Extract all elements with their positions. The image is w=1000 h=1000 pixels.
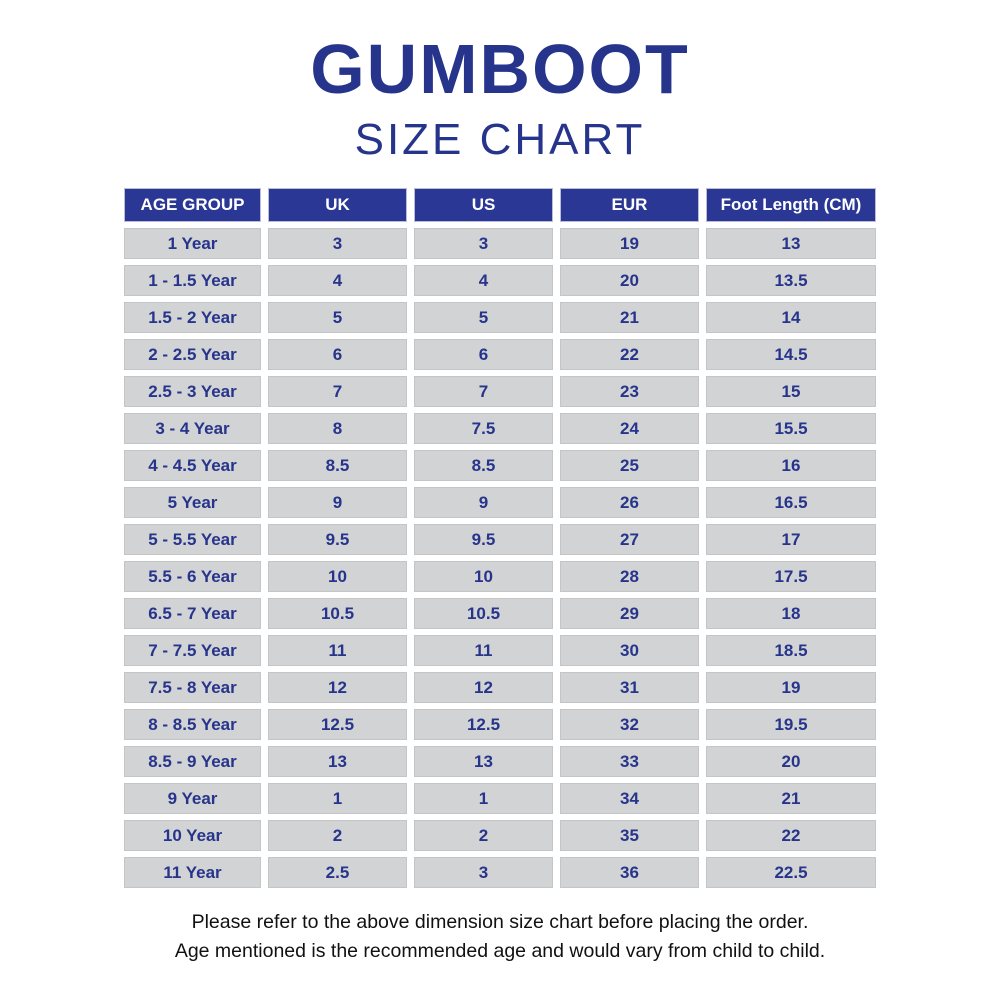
table-cell-age-group: 4 - 4.5 Year [124,450,261,481]
table-cell-foot-length-cm: 17.5 [706,561,876,592]
table-cell-eur: 33 [560,746,699,777]
table-cell-age-group: 7.5 - 8 Year [124,672,261,703]
column-header-foot-length-cm: Foot Length (CM) [706,188,876,222]
table-cell-eur: 30 [560,635,699,666]
table-cell-age-group: 6.5 - 7 Year [124,598,261,629]
table-cell-uk: 10.5 [268,598,407,629]
table-cell-foot-length-cm: 20 [706,746,876,777]
table-cell-uk: 4 [268,265,407,296]
footer-note [0,908,1000,967]
table-cell-age-group: 8 - 8.5 Year [124,709,261,740]
table-cell-uk: 13 [268,746,407,777]
table-cell-uk: 3 [268,228,407,259]
table-cell-us: 6 [414,339,553,370]
table-cell-eur: 36 [560,857,699,888]
table-cell-uk: 12.5 [268,709,407,740]
table-cell-eur: 27 [560,524,699,555]
table-cell-eur: 24 [560,413,699,444]
table-cell-us: 7.5 [414,413,553,444]
table-cell-foot-length-cm: 22 [706,820,876,851]
table-cell-age-group: 9 Year [124,783,261,814]
table-cell-eur: 22 [560,339,699,370]
table-cell-us: 9 [414,487,553,518]
table-cell-age-group: 1 Year [124,228,261,259]
table-cell-age-group: 8.5 - 9 Year [124,746,261,777]
page-title: GUMBOOT [310,30,690,108]
table-cell-eur: 25 [560,450,699,481]
table-cell-eur: 31 [560,672,699,703]
table-cell-us: 12 [414,672,553,703]
footer-line-2: Age mentioned is the recommended age and would vary from child to child. [174,940,826,963]
table-cell-uk: 1 [268,783,407,814]
table-cell-us: 10.5 [414,598,553,629]
table-cell-foot-length-cm: 22.5 [706,857,876,888]
table-cell-us: 2 [414,820,553,851]
table-cell-uk: 7 [268,376,407,407]
table-cell-uk: 11 [268,635,407,666]
table-cell-uk: 12 [268,672,407,703]
table-cell-us: 13 [414,746,553,777]
table-cell-foot-length-cm: 16 [706,450,876,481]
table-cell-age-group: 5.5 - 6 Year [124,561,261,592]
table-cell-eur: 32 [560,709,699,740]
table-cell-eur: 20 [560,265,699,296]
column-header-uk: UK [268,188,407,222]
table-cell-age-group: 10 Year [124,820,261,851]
table-cell-eur: 29 [560,598,699,629]
column-header-eur: EUR [560,188,699,222]
table-cell-foot-length-cm: 16.5 [706,487,876,518]
table-cell-eur: 28 [560,561,699,592]
table-cell-foot-length-cm: 21 [706,783,876,814]
table-cell-uk: 9.5 [268,524,407,555]
table-cell-uk: 2 [268,820,407,851]
table-cell-foot-length-cm: 18 [706,598,876,629]
table-cell-eur: 34 [560,783,699,814]
table-cell-eur: 35 [560,820,699,851]
table-cell-us: 9.5 [414,524,553,555]
table-cell-foot-length-cm: 17 [706,524,876,555]
table-cell-us: 8.5 [414,450,553,481]
table-cell-uk: 5 [268,302,407,333]
table-cell-age-group: 3 - 4 Year [124,413,261,444]
table-cell-age-group: 2.5 - 3 Year [124,376,261,407]
table-cell-us: 3 [414,228,553,259]
table-cell-foot-length-cm: 19 [706,672,876,703]
table-cell-age-group: 5 - 5.5 Year [124,524,261,555]
table-cell-foot-length-cm: 15 [706,376,876,407]
table-cell-eur: 19 [560,228,699,259]
table-cell-us: 5 [414,302,553,333]
table-cell-us: 12.5 [414,709,553,740]
table-cell-us: 11 [414,635,553,666]
table-cell-foot-length-cm: 13 [706,228,876,259]
table-cell-us: 10 [414,561,553,592]
table-cell-foot-length-cm: 15.5 [706,413,876,444]
table-cell-uk: 9 [268,487,407,518]
table-cell-eur: 23 [560,376,699,407]
table-cell-age-group: 2 - 2.5 Year [124,339,261,370]
table-cell-foot-length-cm: 18.5 [706,635,876,666]
table-cell-us: 3 [414,857,553,888]
table-cell-age-group: 1.5 - 2 Year [124,302,261,333]
table-cell-uk: 8.5 [268,450,407,481]
table-cell-age-group: 1 - 1.5 Year [124,265,261,296]
table-cell-uk: 2.5 [268,857,407,888]
table-cell-us: 4 [414,265,553,296]
table-cell-uk: 10 [268,561,407,592]
table-cell-age-group: 11 Year [124,857,261,888]
table-cell-age-group: 5 Year [124,487,261,518]
table-cell-age-group: 7 - 7.5 Year [124,635,261,666]
table-cell-foot-length-cm: 19.5 [706,709,876,740]
page-subtitle: SIZE CHART [354,115,646,164]
table-cell-eur: 21 [560,302,699,333]
table-cell-foot-length-cm: 14.5 [706,339,876,370]
table-cell-foot-length-cm: 14 [706,302,876,333]
column-header-age-group: AGE GROUP [124,188,261,222]
table-cell-foot-length-cm: 13.5 [706,265,876,296]
table-cell-us: 7 [414,376,553,407]
table-cell-uk: 6 [268,339,407,370]
column-header-us: US [414,188,553,222]
table-cell-eur: 26 [560,487,699,518]
footer-line-1: Please refer to the above dimension size chart before placing the order. [191,911,809,933]
size-table [124,188,876,888]
table-cell-us: 1 [414,783,553,814]
table-cell-uk: 8 [268,413,407,444]
